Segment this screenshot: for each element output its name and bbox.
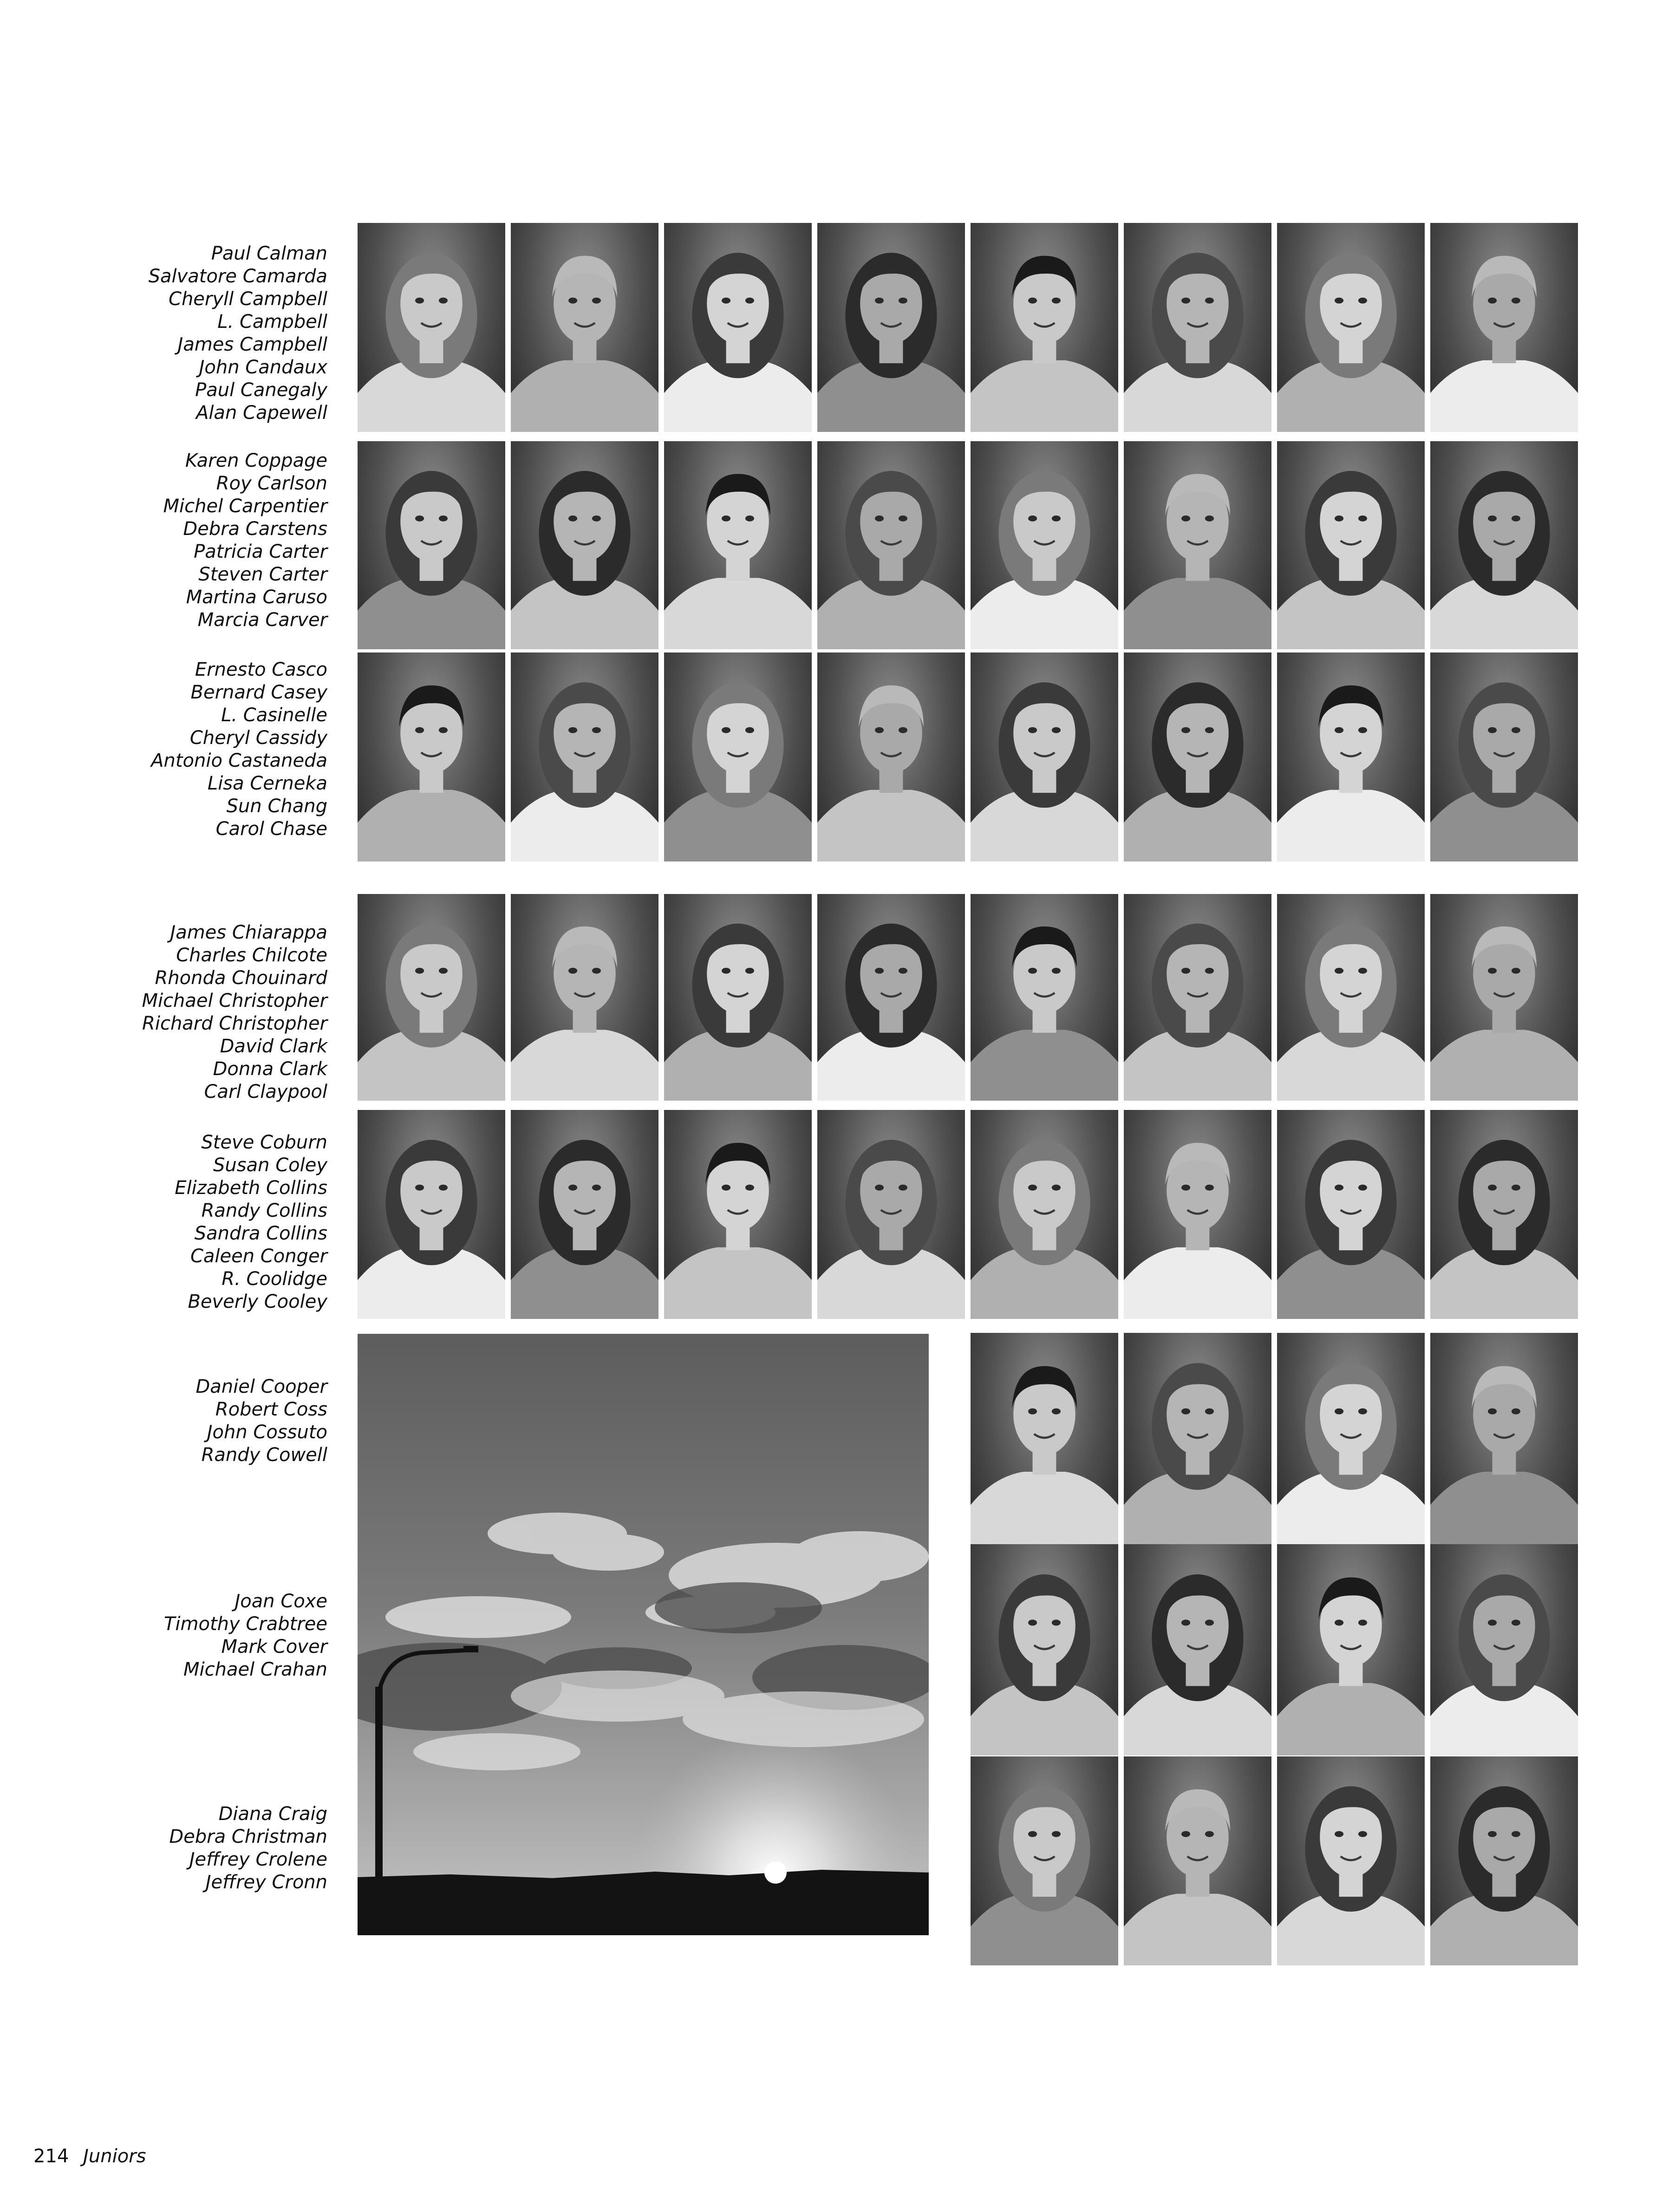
student-portrait	[358, 1110, 505, 1319]
portrait-silhouette	[1277, 1756, 1425, 1965]
portrait-silhouette	[664, 653, 812, 861]
portrait-silhouette	[971, 223, 1118, 432]
student-portrait	[971, 223, 1118, 432]
student-portrait	[1277, 1110, 1425, 1319]
student-name: Paul Canegaly	[195, 379, 327, 401]
sunset-photo	[358, 1334, 929, 1935]
portrait-silhouette	[358, 223, 505, 432]
student-name: Patricia Carter	[194, 541, 327, 562]
portrait-silhouette	[1277, 223, 1425, 432]
name-list-group-7	[70, 1590, 327, 1681]
student-portrait	[1277, 1544, 1425, 1755]
portrait-silhouette	[817, 441, 965, 649]
portrait-silhouette	[1124, 1110, 1271, 1319]
student-name: James Campbell	[177, 334, 327, 355]
student-portrait	[1277, 441, 1425, 649]
student-portrait	[1430, 1333, 1578, 1544]
portrait-silhouette	[358, 894, 505, 1101]
student-name: Daniel Cooper	[196, 1376, 327, 1397]
student-name: Michael Christopher	[142, 990, 327, 1011]
student-name: Beverly Cooley	[188, 1291, 327, 1312]
student-portrait	[971, 1756, 1118, 1965]
student-portrait	[664, 1110, 812, 1319]
student-name: Steven Carter	[198, 564, 327, 585]
student-portrait	[1430, 894, 1578, 1101]
student-name: Carl Claypool	[204, 1081, 327, 1103]
sunset-photo-image	[358, 1334, 929, 1935]
student-portrait	[971, 1110, 1118, 1319]
student-name: Robert Coss	[215, 1399, 327, 1420]
student-name: Michael Crahan	[183, 1659, 327, 1680]
portrait-silhouette	[971, 441, 1118, 649]
portrait-silhouette	[1124, 653, 1271, 861]
student-portrait	[971, 441, 1118, 649]
student-portrait	[971, 894, 1118, 1101]
portrait-silhouette	[664, 441, 812, 649]
portrait-silhouette	[511, 1110, 658, 1319]
student-name: Randy Cowell	[201, 1444, 327, 1466]
portrait-silhouette	[511, 441, 658, 649]
student-portrait	[1124, 1544, 1271, 1755]
student-name: Elizabeth Collins	[175, 1177, 327, 1199]
student-portrait	[1430, 1544, 1578, 1755]
student-name: James Chiarappa	[170, 922, 327, 943]
student-name: Mark Cover	[221, 1636, 327, 1657]
portrait-silhouette	[511, 894, 658, 1101]
portrait-silhouette	[1430, 1756, 1578, 1965]
portrait-silhouette	[1124, 1544, 1271, 1755]
student-portrait	[1430, 1110, 1578, 1319]
student-portrait	[358, 653, 505, 861]
student-portrait	[971, 1544, 1118, 1755]
student-portrait	[1124, 1333, 1271, 1544]
portrait-silhouette	[1124, 1333, 1271, 1544]
student-portrait	[1124, 653, 1271, 861]
portrait-silhouette	[1430, 894, 1578, 1101]
page-footer	[33, 2146, 146, 2167]
name-list-group-3	[70, 659, 327, 841]
portrait-silhouette	[1430, 1544, 1578, 1755]
student-name: Jeffrey Cronn	[205, 1872, 327, 1893]
student-portrait	[1430, 441, 1578, 649]
student-name: Timothy Crabtree	[163, 1613, 327, 1635]
student-name: John Cossuto	[207, 1422, 327, 1443]
student-name: Karen Coppage	[185, 450, 327, 471]
student-name: John Candaux	[199, 357, 327, 378]
student-name: L. Casinelle	[221, 705, 327, 726]
student-name: R. Coolidge	[222, 1268, 327, 1290]
portrait-silhouette	[664, 894, 812, 1101]
portrait-silhouette	[971, 1110, 1118, 1319]
portrait-silhouette	[1124, 441, 1271, 649]
portrait-silhouette	[1430, 1333, 1578, 1544]
name-list-group-1	[70, 242, 327, 424]
student-name: Joan Coxe	[235, 1591, 327, 1612]
portrait-silhouette	[1430, 441, 1578, 649]
portrait-silhouette	[971, 1333, 1118, 1544]
portrait-silhouette	[358, 441, 505, 649]
student-portrait	[1430, 1756, 1578, 1965]
student-name: Steve Coburn	[201, 1132, 327, 1153]
portrait-silhouette	[817, 223, 965, 432]
student-name: Donna Clark	[213, 1058, 327, 1080]
portrait-silhouette	[1277, 1544, 1425, 1755]
student-portrait	[1277, 894, 1425, 1101]
student-portrait	[1277, 1333, 1425, 1544]
student-name: Paul Calman	[211, 243, 327, 264]
student-portrait	[664, 653, 812, 861]
student-portrait	[358, 223, 505, 432]
portrait-silhouette	[1277, 653, 1425, 861]
student-portrait	[1430, 223, 1578, 432]
student-portrait	[1124, 894, 1271, 1101]
student-name: Ernesto Casco	[195, 659, 327, 680]
student-portrait	[1277, 653, 1425, 861]
student-name: Cheryll Campbell	[169, 288, 327, 310]
student-name: David Clark	[220, 1036, 327, 1057]
portrait-silhouette	[358, 653, 505, 861]
student-portrait	[511, 894, 658, 1101]
student-portrait	[664, 441, 812, 649]
student-portrait	[358, 441, 505, 649]
portrait-silhouette	[971, 894, 1118, 1101]
name-list-group-8	[70, 1803, 327, 1894]
student-portrait	[817, 441, 965, 649]
student-portrait	[1124, 223, 1271, 432]
student-portrait	[1124, 1110, 1271, 1319]
portrait-silhouette	[1430, 653, 1578, 861]
student-name: Martina Caruso	[186, 587, 327, 608]
student-name: Debra Christman	[169, 1826, 327, 1847]
student-portrait	[1124, 441, 1271, 649]
student-name: Susan Coley	[213, 1155, 327, 1176]
student-name: Jeffrey Crolene	[189, 1849, 327, 1870]
portrait-silhouette	[1124, 1756, 1271, 1965]
student-portrait	[1277, 223, 1425, 432]
portrait-silhouette	[971, 1544, 1118, 1755]
portrait-silhouette	[358, 1110, 505, 1319]
name-list-group-4	[70, 921, 327, 1103]
student-portrait	[817, 223, 965, 432]
student-name: Sandra Collins	[194, 1223, 327, 1244]
student-name: Marcia Carver	[197, 609, 327, 631]
student-name: Antonio Castaneda	[151, 750, 327, 771]
student-name: Carol Chase	[215, 818, 327, 840]
name-list-group-2	[70, 450, 327, 632]
portrait-silhouette	[1277, 441, 1425, 649]
student-name: Cheryl Cassidy	[189, 727, 327, 749]
student-name: Sun Chang	[226, 796, 327, 817]
portrait-silhouette	[971, 653, 1118, 861]
student-name: Salvatore Camarda	[148, 266, 327, 287]
student-name: L. Campbell	[217, 311, 327, 333]
student-portrait	[817, 1110, 965, 1319]
portrait-silhouette	[817, 653, 965, 861]
portrait-silhouette	[664, 1110, 812, 1319]
portrait-silhouette	[664, 223, 812, 432]
student-name: Lisa Cerneka	[207, 773, 327, 794]
student-portrait	[1430, 653, 1578, 861]
student-name: Diana Craig	[218, 1803, 327, 1825]
student-portrait	[511, 441, 658, 649]
student-name: Caleen Conger	[190, 1246, 327, 1267]
student-name: Randy Collins	[201, 1200, 327, 1221]
portrait-silhouette	[1430, 223, 1578, 432]
student-name: Richard Christopher	[142, 1013, 327, 1034]
student-name: Michel Carpentier	[163, 496, 327, 517]
name-list-group-6	[70, 1376, 327, 1467]
portrait-silhouette	[511, 223, 658, 432]
student-portrait	[1277, 1756, 1425, 1965]
student-portrait	[971, 1333, 1118, 1544]
portrait-silhouette	[1430, 1110, 1578, 1319]
student-portrait	[664, 223, 812, 432]
name-list-group-5	[70, 1131, 327, 1313]
portrait-silhouette	[511, 653, 658, 861]
portrait-silhouette	[1277, 1333, 1425, 1544]
student-name: Roy Carlson	[216, 473, 327, 494]
portrait-silhouette	[971, 1756, 1118, 1965]
portrait-silhouette	[1124, 894, 1271, 1101]
portrait-silhouette	[1277, 894, 1425, 1101]
portrait-silhouette	[817, 1110, 965, 1319]
student-portrait	[1124, 1756, 1271, 1965]
student-name: Rhonda Chouinard	[155, 967, 327, 989]
student-portrait	[358, 894, 505, 1101]
student-name: Charles Chilcote	[176, 945, 327, 966]
portrait-silhouette	[1124, 223, 1271, 432]
student-name: Debra Carstens	[183, 518, 327, 540]
page-number: 214	[33, 2146, 69, 2167]
student-portrait	[511, 1110, 658, 1319]
portrait-silhouette	[817, 894, 965, 1101]
student-portrait	[817, 894, 965, 1101]
student-portrait	[511, 653, 658, 861]
portrait-silhouette	[1277, 1110, 1425, 1319]
student-portrait	[817, 653, 965, 861]
student-portrait	[664, 894, 812, 1101]
student-name: Alan Capewell	[196, 402, 327, 424]
student-portrait	[511, 223, 658, 432]
student-name: Bernard Casey	[190, 682, 327, 703]
student-portrait	[971, 653, 1118, 861]
section-title: Juniors	[83, 2146, 146, 2167]
